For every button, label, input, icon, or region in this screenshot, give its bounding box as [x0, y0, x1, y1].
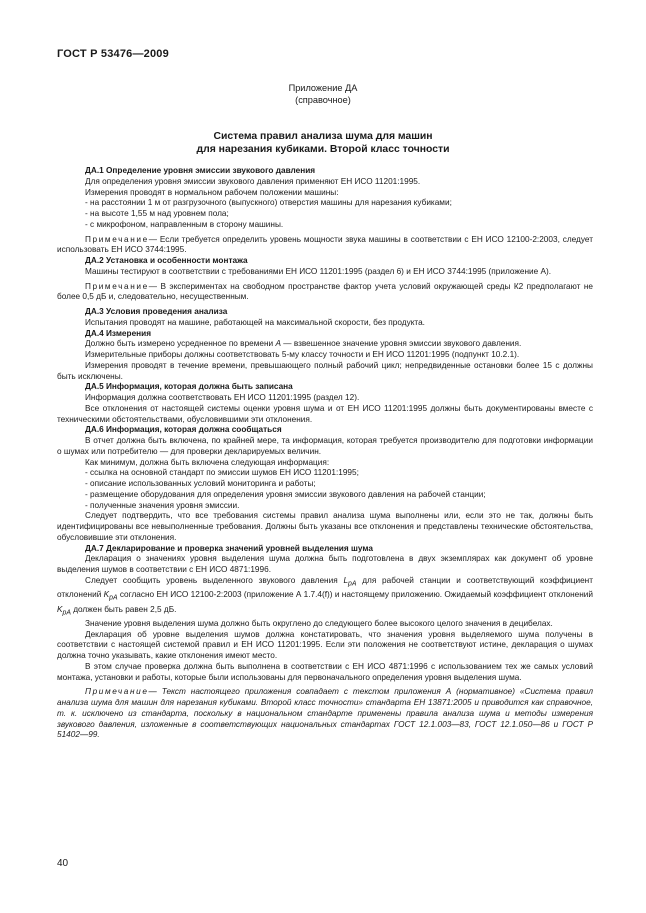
paragraph: Должно быть измерено усредненное по времени А — взвешенное значение уровня эмиссии звукового давления. [85, 339, 522, 349]
list-item: - на расстоянии 1 м от разгрузочного (выпускного) отверстия машины для нарезания кубиками; [85, 198, 452, 208]
list-item: - размещение оборудования для определения уровня эмиссии звукового давления на рабочей станции; [85, 489, 486, 499]
section-heading-da5: ДА.5 Информация, которая должна быть записана [85, 382, 293, 392]
paragraph: Декларация о значениях уровня выделения шума должна быть подготовлена в двух экземплярах как документ об уровне выделения шумов в соответствии с ЕН ИСО 4871:1996. [57, 554, 593, 574]
paragraph: Для определения уровня эмиссии звукового давления применяют ЕН ИСО 11201:1995. [85, 176, 421, 186]
page-number: 40 [57, 858, 69, 869]
symbol-k: K [57, 604, 63, 614]
note-label: Примечание [85, 281, 149, 291]
paragraph: Машины тестируют в соответствии с требованиями ЕН ИСО 11201:1995 (раздел 6) и ЕН ИСО 3744:1995 (приложение А). [85, 266, 552, 276]
document-body [57, 166, 593, 741]
note-label: Примечание [85, 687, 149, 697]
note-text: — Текст настоящего приложения совпадает с текстом приложения А (нормативное) «Система правил анализа шума для машин для нарезания кубиками. Второй класс точности» стандарта ЕН 13871:2005 и приводится как справочное, т. к. исключено из стандарта, поскольку в национальном стандарте применены правила анализа шума и методы измерения звукового давления, изложенные в соответствующих национальных стандартах ГОСТ 12.1.003—83, ГОСТ 12.1.050—86 и ГОСТ Р 51402—99. [57, 687, 593, 740]
note-paragraph [57, 282, 593, 304]
section-heading-da6: ДА.6 Информация, которая должна сообщаться [85, 425, 282, 435]
final-note [57, 687, 593, 741]
paragraph: Следует сообщить уровень выделенного звукового давления $L_{pA}$ для рабочей станции и соответствующий коэффициент отклонений $K_{pA}$ согласно ЕН ИСО 12100-2:2003 (приложение А 1.7.4(f)) и настоящему приложению. Ожидаемый коэффициент отклонений $K_{pA}$ должен быть равен 2,5 дБ. [57, 575, 593, 617]
paragraph: Как минимум, должна быть включена следующая информация: [85, 457, 330, 467]
note-text: — В экспериментах на свободном пространстве фактор учета условий окружающей среды К2 предполагают не более 0,5 дБ и, следовательно, несущественным. [57, 281, 593, 302]
section-heading-da3: ДА.3 Условия проведения анализа [85, 307, 228, 316]
symbol-k: K [103, 590, 110, 600]
note-text: — Если требуется определить уровень мощности звука машины в соответствии с ЕН ИСО 12100-2:2003, следует использовать ЕН ИСО 3744:1995. [57, 234, 593, 255]
document-title [0, 130, 646, 156]
section-heading-da7: ДА.7 Декларирование и проверка значений уровней выделения шума [85, 543, 373, 553]
document-title-line2: для нарезания кубиками. Второй класс точности [196, 144, 450, 155]
note-paragraph [57, 235, 593, 257]
section-heading-da2: ДА.2 Установка и особенности монтажа [85, 256, 248, 265]
annex-subtitle: (справочное) [295, 95, 351, 105]
list-item: - описание использованных условий мониторинга и работы; [85, 479, 316, 488]
list-item: - на высоте 1,55 м над уровнем пола; [85, 209, 229, 218]
list-item: - ссылка на основной стандарт по эмиссии шумов ЕН ИСО 11201:1995; [85, 468, 359, 478]
paragraph: Следует подтвердить, что все требования системы правил анализа шума выполнены или, если это не так, должны быть идентифицированы все невыполненные требования. Должны быть указаны все отклонения и представлены технические обстоятельства, обусловившие эти отклонения. [57, 511, 593, 542]
note-label: Примечание [85, 234, 149, 244]
list-item: - с микрофоном, направленным в сторону машины. [85, 219, 284, 229]
paragraph: В этом случае проверка должна быть выполнена в соответствии с ЕН ИСО 4871:1996 с использованием тех же самых условий монтажа, установки и работы, которые были использованы для первоначального определения уровня выделения шума. [57, 661, 593, 682]
symbol-l: L [343, 575, 349, 585]
paragraph: В отчет должна быть включена, по крайней мере, та информация, которая требуется производителю для подготовки информации о шумах или потребителю — для проверки декларируемых величин. [57, 436, 593, 456]
annex-heading [0, 82, 646, 106]
paragraph: Измерения проводят в нормальном рабочем положении машины: [85, 187, 339, 197]
list-item: - полученные значения уровня эмиссии. [85, 500, 240, 510]
paragraph: Все отклонения от настоящей системы оценки уровня шума и от ЕН ИСО 11201:1995 должны быть документированы вместе с техническими обстоятельствами, обусловившими эти отклонения. [57, 403, 593, 424]
section-heading-da1: ДА.1 Определение уровня эмиссии звукового давления [85, 166, 316, 175]
standard-code-header: ГОСТ Р 53476—2009 [57, 48, 169, 60]
paragraph: Измерения проводят в течение времени, превышающего полный рабочий цикл; непредвиденные остановки более 15 с должны быть исключены. [57, 360, 593, 381]
paragraph: Декларация об уровне выделения шумов должна констатировать, что значения уровня выделяемого шума получены в соответствии с настоящей системой правил и ЕН ИСО 11201:1995. Если эти положения не соответствуют истине, декларация о шумах должна точно указывать, какие отклонения имеют место. [57, 629, 593, 661]
paragraph: Информация должна соответствовать ЕН ИСО 11201:1995 (раздел 12). [85, 393, 360, 402]
document-title-line1: Система правил анализа шума для машин [213, 131, 433, 142]
paragraph: Значение уровня выделения шума должно быть округлено до следующего более высокого целого значения в децибелах. [85, 618, 553, 628]
paragraph: Испытания проводят на машине, работающей на максимальной скорости, без продукта. [85, 317, 425, 327]
paragraph: Измерительные приборы должны соответствовать 5-му классу точности и ЕН ИСО 11201:1995 (подпункт 10.2.1). [85, 350, 520, 359]
variable-a: А [275, 339, 281, 349]
section-heading-da4: ДА.4 Измерения [85, 328, 152, 338]
annex-title: Приложение ДА [288, 83, 358, 93]
